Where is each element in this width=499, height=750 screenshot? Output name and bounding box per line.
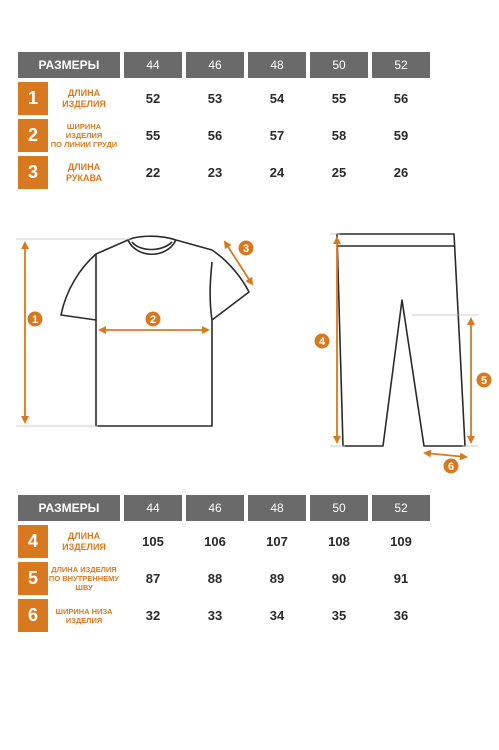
measurement-arrows (25, 238, 471, 457)
table-row (18, 525, 430, 558)
header-size: 44 (124, 495, 182, 521)
table-cell: 33 (207, 608, 223, 623)
header-sizes-label: РАЗМЕРЫ (18, 495, 120, 521)
row-number-badge: 4 (18, 525, 48, 558)
svg-text:5: 5 (480, 375, 488, 387)
arrow-hem-width (425, 453, 466, 457)
table-cell: 57 (269, 128, 285, 143)
row-number-badge: 5 (18, 562, 48, 595)
table-cell: 55 (331, 91, 347, 106)
table-cell: 53 (207, 91, 223, 106)
row-number-badge: 1 (18, 82, 48, 115)
row-label: ДЛИНА ИЗДЕЛИЯ ПО ВНУТРЕННЕМУ ШВУ (48, 565, 120, 592)
row-number-badge: 3 (18, 156, 48, 189)
row-label: ДЛИНА ИЗДЕЛИЯ (62, 530, 106, 552)
table-cell: 34 (269, 608, 285, 623)
table-cell: 105 (142, 534, 164, 549)
table-cell: 56 (393, 91, 409, 106)
table-cell: 88 (207, 571, 223, 586)
marker-5 (477, 373, 492, 388)
marker-2 (146, 312, 161, 327)
table-cell: 32 (145, 608, 161, 623)
row-number-badge: 2 (18, 119, 48, 152)
header-size: 44 (124, 52, 182, 78)
row-label: ШИРИНА ИЗДЕЛИЯ ПО ЛИНИИ ГРУДИ (50, 122, 118, 149)
tshirt-outline (61, 236, 249, 426)
table-header-row (18, 495, 430, 521)
header-size: 52 (372, 495, 430, 521)
table-cell: 25 (331, 165, 347, 180)
table-cell: 107 (266, 534, 288, 549)
table-cell: 91 (393, 571, 409, 586)
svg-text:2: 2 (149, 314, 157, 326)
header-size: 50 (310, 495, 368, 521)
marker-3 (239, 241, 254, 256)
table-cell: 90 (331, 571, 347, 586)
table-cell: 87 (145, 571, 161, 586)
table-cell: 26 (393, 165, 409, 180)
table-cell: 55 (145, 128, 161, 143)
table-cell: 59 (393, 128, 409, 143)
header-sizes-label: РАЗМЕРЫ (18, 52, 120, 78)
header-size: 46 (186, 52, 244, 78)
marker-6 (444, 459, 459, 474)
svg-text:1: 1 (31, 314, 39, 326)
svg-text:3: 3 (242, 243, 250, 255)
svg-text:4: 4 (318, 336, 326, 348)
table-cell: 56 (207, 128, 223, 143)
table-cell: 24 (269, 165, 285, 180)
row-label: ДЛИНА ИЗДЕЛИЯ (62, 87, 106, 109)
table-cell: 22 (145, 165, 161, 180)
table-cell: 109 (390, 534, 412, 549)
table-cell: 58 (331, 128, 347, 143)
table-cell: 23 (207, 165, 223, 180)
svg-text:6: 6 (447, 461, 455, 473)
row-number-badge: 6 (18, 599, 48, 632)
marker-1 (28, 312, 43, 327)
header-size: 46 (186, 495, 244, 521)
table-cell: 108 (328, 534, 350, 549)
table-cell: 106 (204, 534, 226, 549)
header-size: 48 (248, 495, 306, 521)
header-size: 48 (248, 52, 306, 78)
marker-4 (315, 334, 330, 349)
table-cell: 52 (145, 91, 161, 106)
table-row (18, 599, 430, 632)
table-cell: 35 (331, 608, 347, 623)
table-cell: 89 (269, 571, 285, 586)
pants-outline (337, 234, 465, 446)
table-cell: 54 (269, 91, 285, 106)
bottom-size-table (18, 495, 430, 632)
table-row (18, 562, 430, 595)
table-cell: 36 (393, 608, 409, 623)
row-label: ШИРИНА НИЗА ИЗДЕЛИЯ (55, 606, 113, 625)
row-label: ДЛИНА РУКАВА (65, 161, 103, 183)
header-size: 52 (372, 52, 430, 78)
header-size: 50 (310, 52, 368, 78)
